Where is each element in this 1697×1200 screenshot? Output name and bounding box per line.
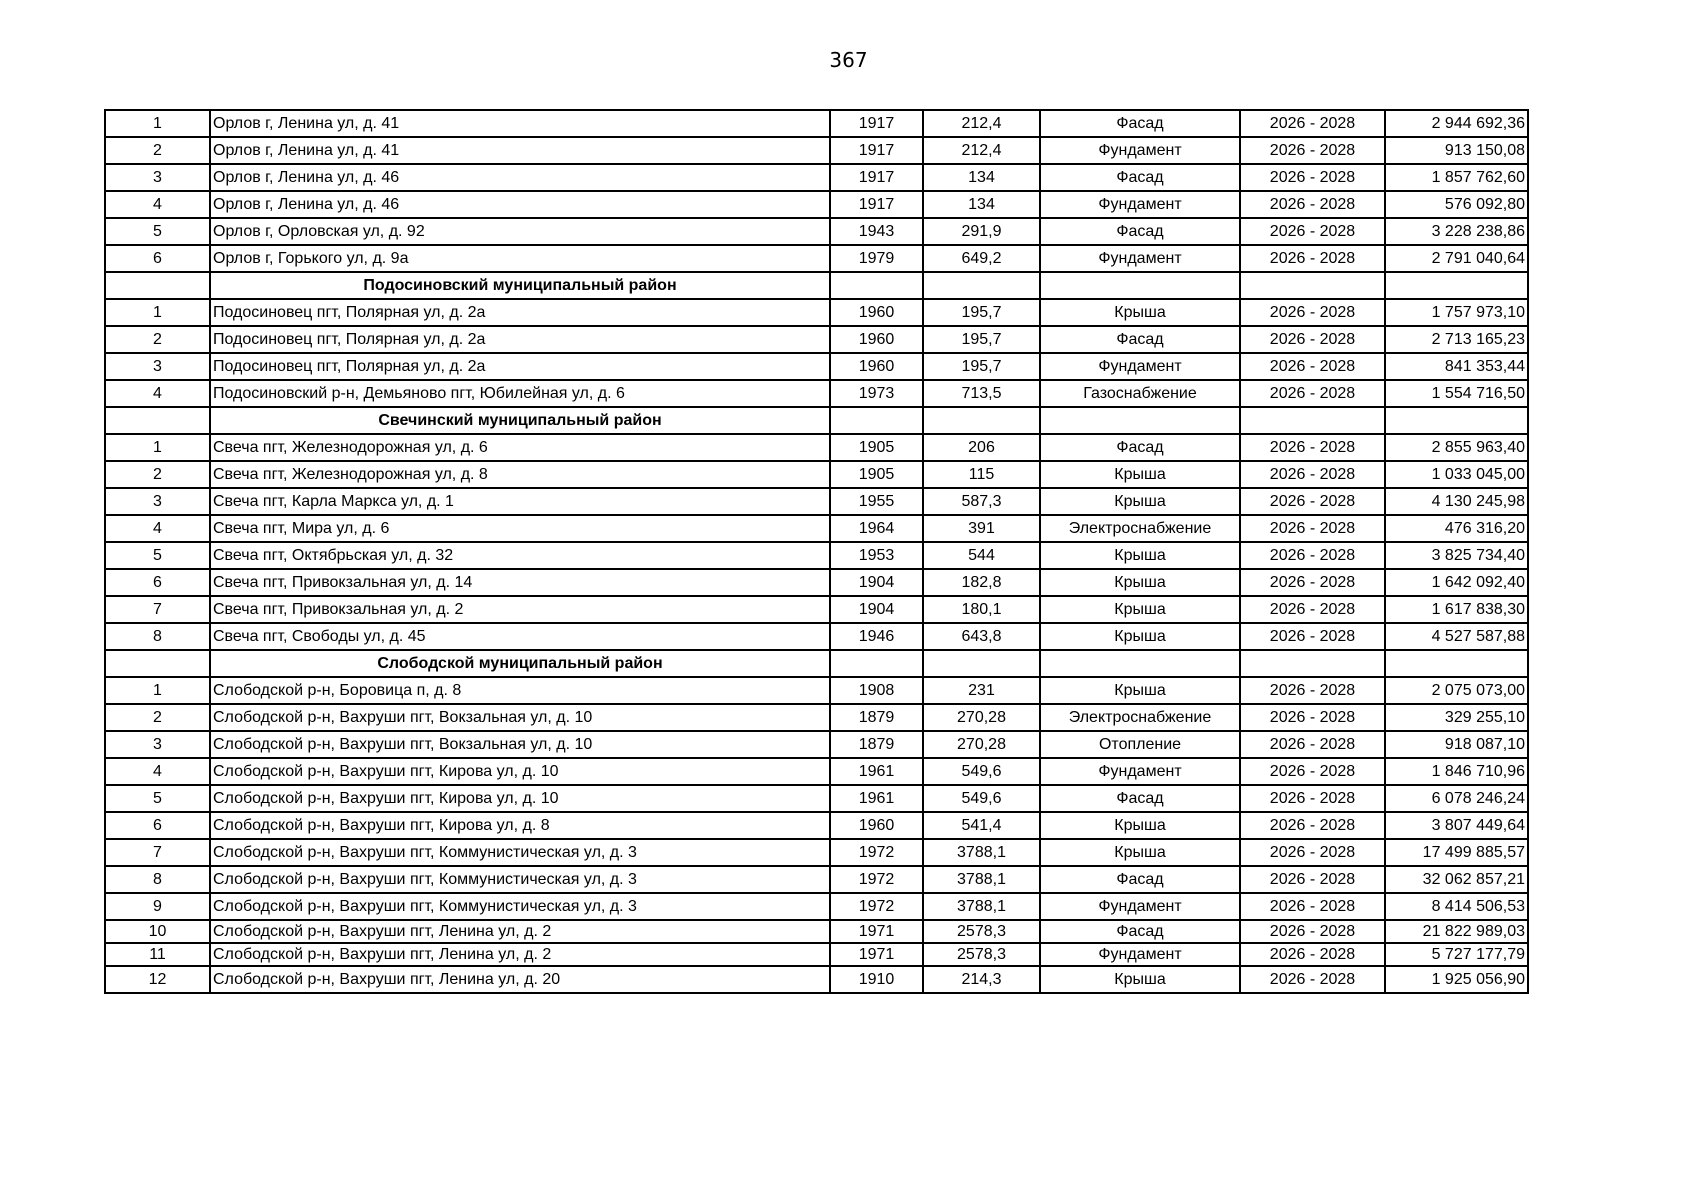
area-cell: 549,6 — [923, 785, 1040, 812]
year-cell: 1946 — [830, 623, 923, 650]
table-row — [105, 515, 1528, 542]
year-cell: 1908 — [830, 677, 923, 704]
work-type-cell: Крыша — [1040, 596, 1240, 623]
area-cell: 231 — [923, 677, 1040, 704]
cost-cell: 4 527 587,88 — [1385, 623, 1528, 650]
year-cell: 1953 — [830, 542, 923, 569]
work-type-cell: Крыша — [1040, 461, 1240, 488]
work-type-cell: Фундамент — [1040, 245, 1240, 272]
area-cell: 643,8 — [923, 623, 1040, 650]
work-type-cell: Фундамент — [1040, 758, 1240, 785]
cost-cell: 2 075 073,00 — [1385, 677, 1528, 704]
year-cell: 1879 — [830, 704, 923, 731]
table-row — [105, 596, 1528, 623]
work-type-cell: Фасад — [1040, 920, 1240, 943]
work-type-cell: Крыша — [1040, 299, 1240, 326]
table-row — [105, 893, 1528, 920]
address-cell: Слободской р-н, Вахруши пгт, Коммунистическая ул, д. 3 — [210, 893, 830, 920]
period-cell: 2026 - 2028 — [1240, 218, 1385, 245]
area-cell — [923, 407, 1040, 434]
area-cell: 391 — [923, 515, 1040, 542]
area-cell: 549,6 — [923, 758, 1040, 785]
address-cell: Подосиновец пгт, Полярная ул, д. 2а — [210, 326, 830, 353]
table-row — [105, 866, 1528, 893]
period-cell: 2026 - 2028 — [1240, 353, 1385, 380]
cost-cell: 918 087,10 — [1385, 731, 1528, 758]
area-cell: 544 — [923, 542, 1040, 569]
row-number-cell: 5 — [105, 785, 210, 812]
row-number-cell: 6 — [105, 812, 210, 839]
work-type-cell: Фундамент — [1040, 943, 1240, 966]
period-cell: 2026 - 2028 — [1240, 812, 1385, 839]
row-number-cell: 11 — [105, 943, 210, 966]
period-cell: 2026 - 2028 — [1240, 839, 1385, 866]
row-number-cell: 3 — [105, 164, 210, 191]
area-cell: 180,1 — [923, 596, 1040, 623]
year-cell: 1904 — [830, 569, 923, 596]
work-type-cell — [1040, 650, 1240, 677]
year-cell: 1917 — [830, 191, 923, 218]
work-type-cell: Фасад — [1040, 434, 1240, 461]
work-type-cell: Крыша — [1040, 966, 1240, 993]
work-type-cell: Крыша — [1040, 569, 1240, 596]
address-cell: Слободской р-н, Вахруши пгт, Коммунистическая ул, д. 3 — [210, 866, 830, 893]
year-cell: 1973 — [830, 380, 923, 407]
year-cell: 1905 — [830, 461, 923, 488]
address-cell: Слободской р-н, Боровица п, д. 8 — [210, 677, 830, 704]
year-cell: 1960 — [830, 326, 923, 353]
period-cell: 2026 - 2028 — [1240, 758, 1385, 785]
table-row — [105, 966, 1528, 993]
area-cell: 206 — [923, 434, 1040, 461]
work-type-cell: Фундамент — [1040, 191, 1240, 218]
district-title: Подосиновский муниципальный район — [210, 272, 830, 299]
table-row — [105, 731, 1528, 758]
area-cell: 212,4 — [923, 110, 1040, 137]
period-cell: 2026 - 2028 — [1240, 731, 1385, 758]
period-cell: 2026 - 2028 — [1240, 623, 1385, 650]
table-row — [105, 164, 1528, 191]
address-cell: Свеча пгт, Мира ул, д. 6 — [210, 515, 830, 542]
year-cell: 1917 — [830, 137, 923, 164]
area-cell: 3788,1 — [923, 893, 1040, 920]
address-cell: Орлов г, Ленина ул, д. 46 — [210, 191, 830, 218]
year-cell: 1879 — [830, 731, 923, 758]
table-row — [105, 542, 1528, 569]
area-cell: 3788,1 — [923, 866, 1040, 893]
address-cell: Слободской р-н, Вахруши пгт, Вокзальная ул, д. 10 — [210, 731, 830, 758]
area-cell: 291,9 — [923, 218, 1040, 245]
address-cell: Слободской р-н, Вахруши пгт, Ленина ул, д. 2 — [210, 943, 830, 966]
table-row — [105, 245, 1528, 272]
table-body — [105, 110, 1528, 993]
area-cell: 270,28 — [923, 731, 1040, 758]
cost-cell: 3 825 734,40 — [1385, 542, 1528, 569]
table-row — [105, 137, 1528, 164]
work-type-cell: Крыша — [1040, 677, 1240, 704]
row-number-cell: 3 — [105, 731, 210, 758]
row-number-cell: 4 — [105, 380, 210, 407]
cost-cell: 2 944 692,36 — [1385, 110, 1528, 137]
cost-cell: 1 757 973,10 — [1385, 299, 1528, 326]
year-cell: 1905 — [830, 434, 923, 461]
work-type-cell: Электроснабжение — [1040, 704, 1240, 731]
period-cell: 2026 - 2028 — [1240, 596, 1385, 623]
area-cell: 134 — [923, 164, 1040, 191]
address-cell: Орлов г, Горького ул, д. 9а — [210, 245, 830, 272]
year-cell: 1904 — [830, 596, 923, 623]
year-cell — [830, 272, 923, 299]
work-type-cell: Фасад — [1040, 110, 1240, 137]
row-number-cell: 7 — [105, 839, 210, 866]
period-cell: 2026 - 2028 — [1240, 943, 1385, 966]
area-cell: 541,4 — [923, 812, 1040, 839]
year-cell: 1964 — [830, 515, 923, 542]
row-number-cell: 5 — [105, 218, 210, 245]
district-title: Свечинский муниципальный район — [210, 407, 830, 434]
work-type-cell: Фасад — [1040, 326, 1240, 353]
period-cell: 2026 - 2028 — [1240, 191, 1385, 218]
work-type-cell: Крыша — [1040, 623, 1240, 650]
work-type-cell: Крыша — [1040, 839, 1240, 866]
year-cell: 1960 — [830, 299, 923, 326]
area-cell: 2578,3 — [923, 920, 1040, 943]
cost-cell: 17 499 885,57 — [1385, 839, 1528, 866]
address-cell: Свеча пгт, Октябрьская ул, д. 32 — [210, 542, 830, 569]
year-cell: 1979 — [830, 245, 923, 272]
work-type-cell: Фасад — [1040, 164, 1240, 191]
work-type-cell: Крыша — [1040, 812, 1240, 839]
cost-cell: 6 078 246,24 — [1385, 785, 1528, 812]
area-cell: 270,28 — [923, 704, 1040, 731]
row-number-cell: 8 — [105, 866, 210, 893]
cost-cell — [1385, 272, 1528, 299]
district-header-row — [105, 407, 1528, 434]
table-row — [105, 812, 1528, 839]
work-type-cell: Отопление — [1040, 731, 1240, 758]
area-cell: 195,7 — [923, 353, 1040, 380]
address-cell: Слободской р-н, Вахруши пгт, Ленина ул, д. 2 — [210, 920, 830, 943]
period-cell: 2026 - 2028 — [1240, 299, 1385, 326]
address-cell: Слободской р-н, Вахруши пгт, Кирова ул, д. 10 — [210, 758, 830, 785]
table-row — [105, 920, 1528, 943]
row-number-cell: 4 — [105, 191, 210, 218]
year-cell: 1961 — [830, 785, 923, 812]
cost-cell: 913 150,08 — [1385, 137, 1528, 164]
row-number-cell: 9 — [105, 893, 210, 920]
year-cell — [830, 650, 923, 677]
period-cell: 2026 - 2028 — [1240, 110, 1385, 137]
address-cell: Свеча пгт, Привокзальная ул, д. 14 — [210, 569, 830, 596]
page-number: 367 — [829, 48, 868, 72]
cost-cell: 1 033 045,00 — [1385, 461, 1528, 488]
period-cell — [1240, 650, 1385, 677]
row-number-cell: 3 — [105, 488, 210, 515]
period-cell: 2026 - 2028 — [1240, 866, 1385, 893]
period-cell: 2026 - 2028 — [1240, 542, 1385, 569]
table-row — [105, 677, 1528, 704]
area-cell: 2578,3 — [923, 943, 1040, 966]
row-number-cell: 1 — [105, 299, 210, 326]
area-cell: 214,3 — [923, 966, 1040, 993]
cost-cell: 8 414 506,53 — [1385, 893, 1528, 920]
area-cell — [923, 272, 1040, 299]
work-type-cell — [1040, 272, 1240, 299]
period-cell: 2026 - 2028 — [1240, 893, 1385, 920]
row-number-cell: 1 — [105, 110, 210, 137]
district-header-row — [105, 650, 1528, 677]
row-number-cell — [105, 272, 210, 299]
period-cell: 2026 - 2028 — [1240, 380, 1385, 407]
cost-cell — [1385, 407, 1528, 434]
work-type-cell: Фундамент — [1040, 353, 1240, 380]
row-number-cell: 1 — [105, 677, 210, 704]
area-cell: 212,4 — [923, 137, 1040, 164]
row-number-cell: 4 — [105, 515, 210, 542]
cost-cell: 1 846 710,96 — [1385, 758, 1528, 785]
cost-cell: 1 642 092,40 — [1385, 569, 1528, 596]
address-cell: Орлов г, Орловская ул, д. 92 — [210, 218, 830, 245]
work-type-cell: Фасад — [1040, 218, 1240, 245]
table-row — [105, 110, 1528, 137]
cost-cell: 841 353,44 — [1385, 353, 1528, 380]
row-number-cell: 3 — [105, 353, 210, 380]
year-cell: 1961 — [830, 758, 923, 785]
cost-cell: 2 791 040,64 — [1385, 245, 1528, 272]
cost-cell — [1385, 650, 1528, 677]
table-row — [105, 299, 1528, 326]
address-cell: Свеча пгт, Карла Маркса ул, д. 1 — [210, 488, 830, 515]
period-cell: 2026 - 2028 — [1240, 137, 1385, 164]
work-type-cell: Фундамент — [1040, 137, 1240, 164]
table-row — [105, 488, 1528, 515]
address-cell: Свеча пгт, Свободы ул, д. 45 — [210, 623, 830, 650]
table-row — [105, 380, 1528, 407]
period-cell — [1240, 407, 1385, 434]
address-cell: Слободской р-н, Вахруши пгт, Коммунистическая ул, д. 3 — [210, 839, 830, 866]
cost-cell: 1 925 056,90 — [1385, 966, 1528, 993]
row-number-cell: 12 — [105, 966, 210, 993]
year-cell: 1943 — [830, 218, 923, 245]
row-number-cell: 6 — [105, 569, 210, 596]
address-cell: Свеча пгт, Привокзальная ул, д. 2 — [210, 596, 830, 623]
table-row — [105, 569, 1528, 596]
period-cell: 2026 - 2028 — [1240, 569, 1385, 596]
year-cell: 1971 — [830, 943, 923, 966]
area-cell: 195,7 — [923, 299, 1040, 326]
year-cell — [830, 407, 923, 434]
work-type-cell: Фундамент — [1040, 893, 1240, 920]
work-type-cell: Фасад — [1040, 785, 1240, 812]
year-cell: 1971 — [830, 920, 923, 943]
period-cell — [1240, 272, 1385, 299]
table-row — [105, 434, 1528, 461]
work-type-cell — [1040, 407, 1240, 434]
row-number-cell: 6 — [105, 245, 210, 272]
area-cell: 195,7 — [923, 326, 1040, 353]
district-title: Слободской муниципальный район — [210, 650, 830, 677]
work-type-cell: Газоснабжение — [1040, 380, 1240, 407]
area-cell: 115 — [923, 461, 1040, 488]
period-cell: 2026 - 2028 — [1240, 677, 1385, 704]
address-cell: Орлов г, Ленина ул, д. 41 — [210, 110, 830, 137]
repair-schedule-table — [104, 109, 1529, 994]
row-number-cell — [105, 407, 210, 434]
table-row — [105, 623, 1528, 650]
row-number-cell: 8 — [105, 623, 210, 650]
year-cell: 1972 — [830, 893, 923, 920]
period-cell: 2026 - 2028 — [1240, 704, 1385, 731]
period-cell: 2026 - 2028 — [1240, 920, 1385, 943]
cost-cell: 2 713 165,23 — [1385, 326, 1528, 353]
period-cell: 2026 - 2028 — [1240, 434, 1385, 461]
year-cell: 1910 — [830, 966, 923, 993]
row-number-cell: 4 — [105, 758, 210, 785]
table-row — [105, 785, 1528, 812]
year-cell: 1955 — [830, 488, 923, 515]
district-header-row — [105, 272, 1528, 299]
period-cell: 2026 - 2028 — [1240, 488, 1385, 515]
period-cell: 2026 - 2028 — [1240, 515, 1385, 542]
area-cell: 713,5 — [923, 380, 1040, 407]
cost-cell: 1 617 838,30 — [1385, 596, 1528, 623]
address-cell: Свеча пгт, Железнодорожная ул, д. 8 — [210, 461, 830, 488]
address-cell: Слободской р-н, Вахруши пгт, Кирова ул, д. 8 — [210, 812, 830, 839]
address-cell: Орлов г, Ленина ул, д. 41 — [210, 137, 830, 164]
work-type-cell: Фасад — [1040, 866, 1240, 893]
period-cell: 2026 - 2028 — [1240, 164, 1385, 191]
year-cell: 1972 — [830, 839, 923, 866]
cost-cell: 3 228 238,86 — [1385, 218, 1528, 245]
cost-cell: 1 857 762,60 — [1385, 164, 1528, 191]
area-cell: 587,3 — [923, 488, 1040, 515]
area-cell: 182,8 — [923, 569, 1040, 596]
address-cell: Подосиновский р-н, Демьяново пгт, Юбилейная ул, д. 6 — [210, 380, 830, 407]
cost-cell: 4 130 245,98 — [1385, 488, 1528, 515]
year-cell: 1972 — [830, 866, 923, 893]
cost-cell: 476 316,20 — [1385, 515, 1528, 542]
cost-cell: 1 554 716,50 — [1385, 380, 1528, 407]
address-cell: Подосиновец пгт, Полярная ул, д. 2а — [210, 299, 830, 326]
work-type-cell: Крыша — [1040, 488, 1240, 515]
row-number-cell: 7 — [105, 596, 210, 623]
year-cell: 1960 — [830, 353, 923, 380]
cost-cell: 576 092,80 — [1385, 191, 1528, 218]
address-cell: Слободской р-н, Вахруши пгт, Ленина ул, д. 20 — [210, 966, 830, 993]
table-row — [105, 326, 1528, 353]
year-cell: 1917 — [830, 164, 923, 191]
area-cell — [923, 650, 1040, 677]
period-cell: 2026 - 2028 — [1240, 966, 1385, 993]
row-number-cell: 2 — [105, 137, 210, 164]
table-row — [105, 191, 1528, 218]
table-row — [105, 353, 1528, 380]
table-row — [105, 704, 1528, 731]
area-cell: 134 — [923, 191, 1040, 218]
cost-cell: 5 727 177,79 — [1385, 943, 1528, 966]
row-number-cell: 10 — [105, 920, 210, 943]
work-type-cell: Электроснабжение — [1040, 515, 1240, 542]
period-cell: 2026 - 2028 — [1240, 326, 1385, 353]
address-cell: Подосиновец пгт, Полярная ул, д. 2а — [210, 353, 830, 380]
area-cell: 649,2 — [923, 245, 1040, 272]
address-cell: Орлов г, Ленина ул, д. 46 — [210, 164, 830, 191]
address-cell: Слободской р-н, Вахруши пгт, Вокзальная ул, д. 10 — [210, 704, 830, 731]
address-cell: Слободской р-н, Вахруши пгт, Кирова ул, д. 10 — [210, 785, 830, 812]
address-cell: Свеча пгт, Железнодорожная ул, д. 6 — [210, 434, 830, 461]
row-number-cell: 2 — [105, 326, 210, 353]
row-number-cell: 5 — [105, 542, 210, 569]
row-number-cell: 2 — [105, 461, 210, 488]
period-cell: 2026 - 2028 — [1240, 461, 1385, 488]
table-row — [105, 461, 1528, 488]
table-row — [105, 758, 1528, 785]
row-number-cell: 1 — [105, 434, 210, 461]
table-row — [105, 839, 1528, 866]
cost-cell: 2 855 963,40 — [1385, 434, 1528, 461]
cost-cell: 329 255,10 — [1385, 704, 1528, 731]
cost-cell: 32 062 857,21 — [1385, 866, 1528, 893]
year-cell: 1960 — [830, 812, 923, 839]
row-number-cell — [105, 650, 210, 677]
period-cell: 2026 - 2028 — [1240, 785, 1385, 812]
work-type-cell: Крыша — [1040, 542, 1240, 569]
table-row — [105, 943, 1528, 966]
period-cell: 2026 - 2028 — [1240, 245, 1385, 272]
area-cell: 3788,1 — [923, 839, 1040, 866]
year-cell: 1917 — [830, 110, 923, 137]
cost-cell: 3 807 449,64 — [1385, 812, 1528, 839]
table-row — [105, 218, 1528, 245]
row-number-cell: 2 — [105, 704, 210, 731]
cost-cell: 21 822 989,03 — [1385, 920, 1528, 943]
